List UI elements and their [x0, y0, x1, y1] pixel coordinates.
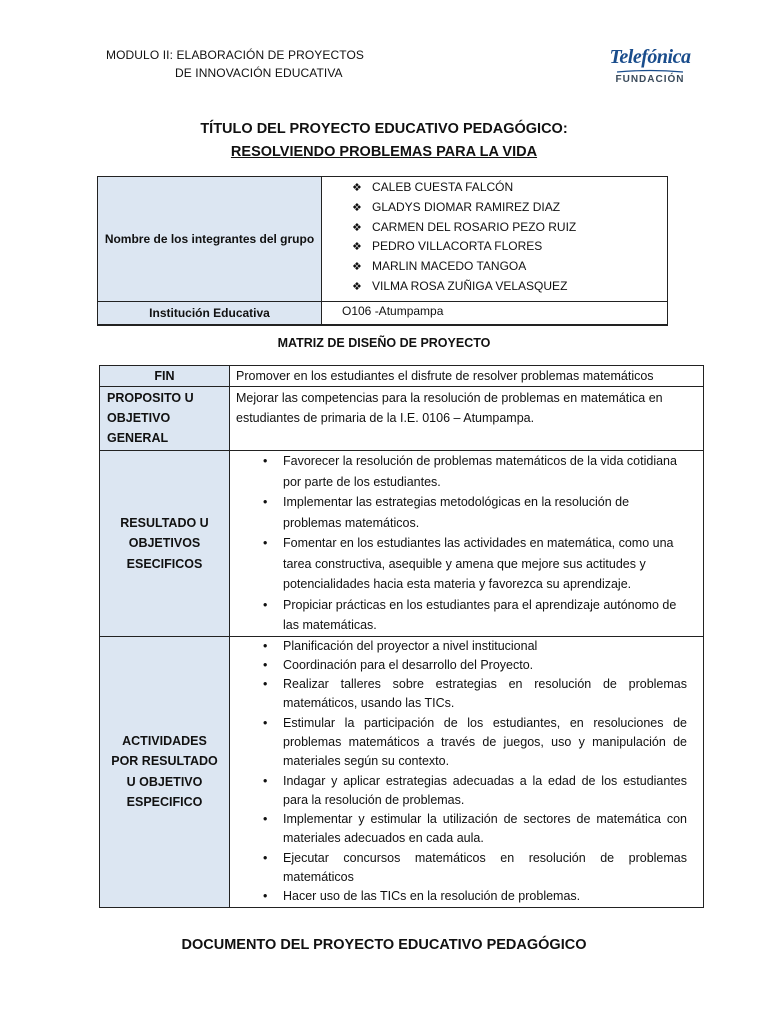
bullet-icon: •	[263, 536, 268, 550]
fin-label: FIN	[100, 366, 230, 387]
bullet-icon: •	[263, 454, 268, 468]
actividades-list	[230, 636, 704, 907]
bullet-icon: •	[263, 715, 268, 730]
objetivo-item: • Implementar las estrategias metodológicas en la resolución de problemas matemáticos.	[283, 492, 685, 533]
objetivos-list	[230, 451, 704, 637]
proposito-text: Mejorar las competencias para la resolución de problemas en matemática en estudiantes de primaria de la I.E. 0106 – Atumpampa.	[230, 387, 704, 451]
bullet-icon: •	[263, 889, 268, 904]
group-members-label: Nombre de los integrantes del grupo	[98, 177, 322, 302]
diamond-bullet-icon: ❖	[352, 261, 362, 274]
telefonica-fundacion-logo	[606, 45, 694, 91]
fin-row	[100, 366, 704, 387]
fin-text: Promover en los estudiantes el disfrute de resolver problemas matemáticos	[230, 366, 704, 387]
actividad-item: • Hacer uso de las TICs en la resolución de problemas.	[283, 887, 687, 906]
project-title-name: RESOLVIENDO PROBLEMAS PARA LA VIDA	[230, 144, 538, 160]
member-item: ❖ MARLIN MACEDO TANGOA	[352, 257, 667, 277]
proposito-label: PROPOSITO U OBJETIVO GENERAL	[100, 387, 230, 451]
header-line-2: DE INNOVACIÓN EDUCATIVA	[175, 66, 343, 80]
bullet-icon: •	[263, 657, 268, 672]
logo-sub-text: FUNDACIÓN	[615, 74, 685, 85]
actividad-item: • Planificación del proyector a nivel institucional	[283, 637, 687, 656]
objetivo-item: • Fomentar en los estudiantes las actividades en matemática, como una tarea constructiva, asequible y amena que mejore sus actitudes y potencialidades hacia esta materia y favorezca su aprendizaje.	[283, 533, 685, 595]
member-item: ❖ PEDRO VILLACORTA FLORES	[352, 237, 667, 257]
actividades-row	[100, 636, 704, 907]
design-matrix-table	[99, 365, 704, 908]
bullet-icon: •	[263, 495, 268, 509]
bullet-icon: •	[263, 638, 268, 653]
bullet-icon: •	[263, 677, 268, 692]
resultado-label: RESULTADO U OBJETIVOS ESECIFICOS	[100, 451, 230, 637]
member-item: ❖ VILMA ROSA ZUÑIGA VELASQUEZ	[352, 277, 667, 297]
actividad-item: • Coordinación para el desarrollo del Proyecto.	[283, 656, 687, 675]
institution-label: Institución Educativa	[98, 301, 322, 325]
member-item: ❖ CALEB CUESTA FALCÓN	[352, 178, 667, 198]
diamond-bullet-icon: ❖	[352, 201, 362, 214]
member-item: ❖ CARMEN DEL ROSARIO PEZO RUIZ	[352, 218, 667, 238]
actividades-label: ACTIVIDADES POR RESULTADO U OBJETIVO ESPECIFICO	[100, 636, 230, 907]
group-members-row	[98, 177, 668, 302]
actividad-item: • Indagar y aplicar estrategias adecuadas a la edad de los estudiantes para la resolución de problemas.	[263, 773, 687, 807]
logo-brand-text: Telefónica	[609, 46, 691, 68]
matrix-title: MATRIZ DE DISEÑO DE PROYECTO	[277, 336, 491, 350]
group-members-list	[322, 177, 668, 302]
institution-row	[98, 301, 668, 325]
document-section-title: DOCUMENTO DEL PROYECTO EDUCATIVO PEDAGÓGICO	[181, 937, 587, 953]
member-item: ❖ GLADYS DIOMAR RAMIREZ DIAZ	[352, 198, 667, 218]
diamond-bullet-icon: ❖	[352, 241, 362, 254]
actividad-item: • Realizar talleres sobre estrategias en resolución de problemas matemáticos, usando las TICs.	[263, 677, 687, 711]
actividad-item: • Ejecutar concursos matemáticos en resolución de problemas matemáticos	[263, 850, 687, 885]
actividad-item: • Estimular la participación de los estudiantes, en resoluciones de problemas matemáticos a través de juegos, uso y manipulación de materiales según su contexto.	[263, 715, 687, 769]
diamond-bullet-icon: ❖	[352, 280, 362, 293]
project-title-label: TÍTULO DEL PROYECTO EDUCATIVO PEDAGÓGICO:	[200, 121, 568, 137]
objetivo-item: • Favorecer la resolución de problemas matemáticos de la vida cotidiana por parte de los estudiantes.	[283, 451, 685, 492]
bullet-icon: •	[263, 773, 268, 788]
header-module-title	[106, 46, 364, 82]
proposito-row	[100, 387, 704, 451]
diamond-bullet-icon: ❖	[352, 182, 362, 194]
bullet-icon: •	[263, 850, 268, 865]
bullet-icon: •	[263, 597, 268, 612]
header-line-1: MODULO II: ELABORACIÓN DE PROYECTOS	[106, 48, 364, 62]
institution-value: O106 -Atumpampa	[322, 301, 668, 325]
objetivo-item: • Propiciar prácticas en los estudiantes para el aprendizaje autónomo de las matemáticas.	[283, 595, 685, 636]
diamond-bullet-icon: ❖	[352, 221, 362, 234]
bullet-icon: •	[263, 812, 268, 827]
actividad-item: • Implementar y estimular la utilización de sectores de matemática con materiales adecuados en cada aula.	[263, 812, 687, 846]
resultado-row	[100, 451, 704, 637]
group-table	[97, 176, 668, 326]
